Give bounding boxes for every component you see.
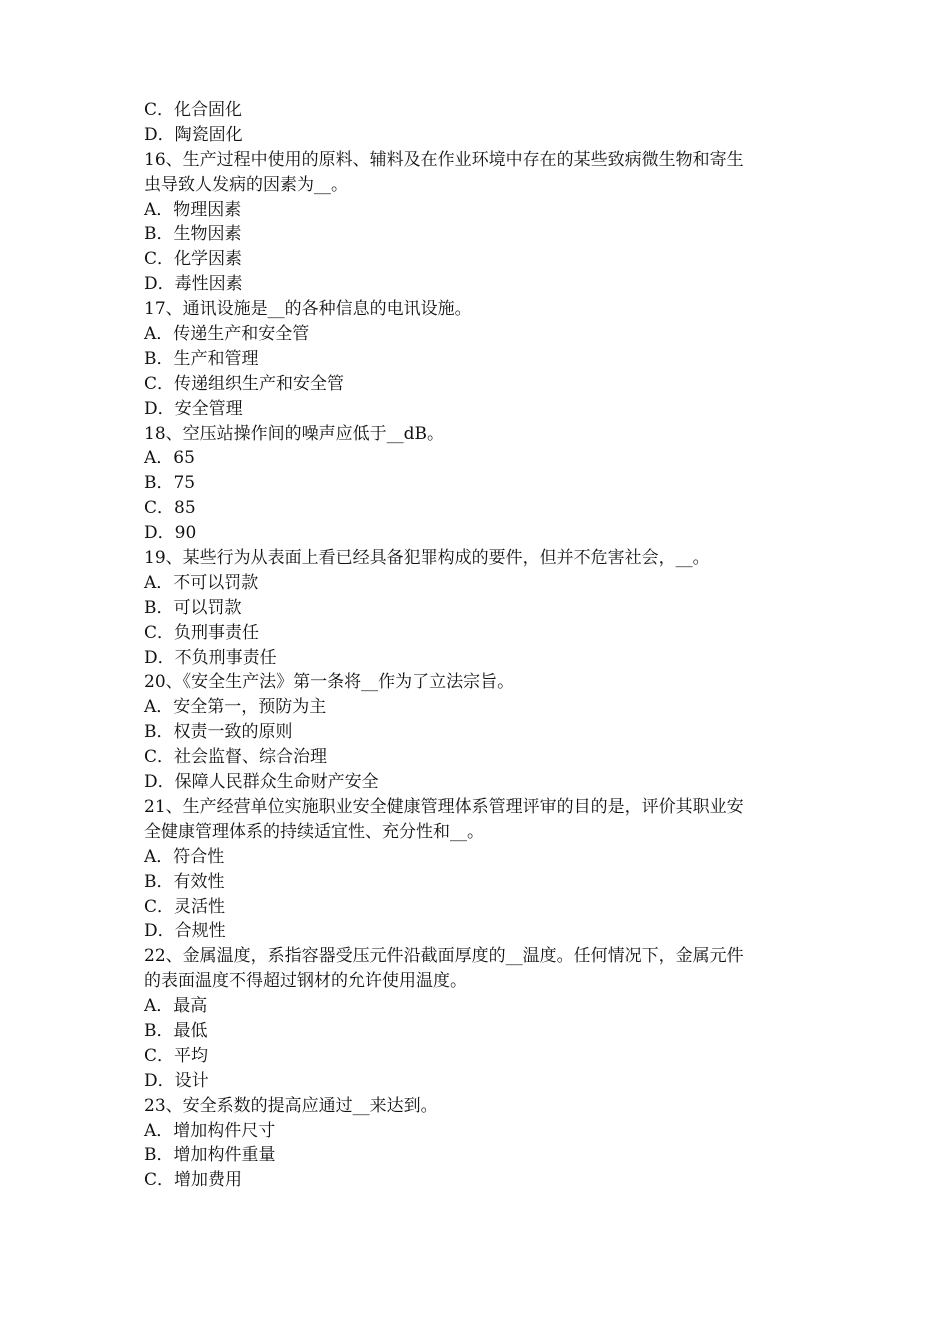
question-17-line: 17、通讯设施是__的各种信息的电讯设施。 xyxy=(144,299,472,320)
option-line: B．生物因素 xyxy=(144,224,242,245)
option-line: A．符合性 xyxy=(144,846,225,867)
option-line: A．传递生产和安全管 xyxy=(144,324,310,345)
question-21-line-1: 21、生产经营单位实施职业安全健康管理体系管理评审的目的是，评价其职业安 xyxy=(144,796,744,817)
question-22-line-1: 22、金属温度，系指容器受压元件沿截面厚度的__温度。任何情况下，金属元件 xyxy=(144,946,744,967)
question-19-line: 19、某些行为从表面上看已经具备犯罪构成的要件，但并不危害社会，__。 xyxy=(144,548,710,569)
option-line: D．毒性因素 xyxy=(144,274,243,295)
option-line: D．保障人民群众生命财产安全 xyxy=(144,772,379,793)
option-line: B．有效性 xyxy=(144,871,225,892)
question-23-line: 23、安全系数的提高应通过__来达到。 xyxy=(144,1095,438,1116)
question-16-line-1: 16、生产过程中使用的原料、辅料及在作业环境中存在的某些致病微生物和寄生 xyxy=(144,149,744,170)
option-line: D．不负刑事责任 xyxy=(144,647,277,668)
option-line: B．75 xyxy=(144,473,196,494)
option-line: B．最低 xyxy=(144,1020,208,1041)
document-text xyxy=(144,98,814,1193)
option-line: D．安全管理 xyxy=(144,398,243,419)
question-22-line-2: 的表面温度不得超过钢材的允许使用温度。 xyxy=(144,971,467,992)
question-16-line-2: 虫导致人发病的因素为__。 xyxy=(144,174,348,195)
option-line: A．安全第一，预防为主 xyxy=(144,697,327,718)
option-line: A．物理因素 xyxy=(144,199,242,220)
option-line: A．不可以罚款 xyxy=(144,572,259,593)
option-line: A．最高 xyxy=(144,996,208,1017)
option-line: B．可以罚款 xyxy=(144,597,242,618)
option-line: C．增加费用 xyxy=(144,1170,243,1191)
option-line: C．灵活性 xyxy=(144,896,226,917)
option-line: C．85 xyxy=(144,498,196,519)
option-line: A．65 xyxy=(144,448,195,469)
option-line: C．社会监督、综合治理 xyxy=(144,747,328,768)
option-line: C．负刑事责任 xyxy=(144,622,260,643)
option-line: D．设计 xyxy=(144,1070,209,1091)
text-line: D．陶瓷固化 xyxy=(144,124,243,145)
option-line: B．增加构件重量 xyxy=(144,1145,276,1166)
option-line: C．传递组织生产和安全管 xyxy=(144,373,345,394)
question-20-line: 20、《安全生产法》第一条将__作为了立法宗旨。 xyxy=(144,672,515,693)
question-21-line-2: 全健康管理体系的持续适宜性、充分性和__。 xyxy=(144,821,484,842)
option-line: C．化学因素 xyxy=(144,249,243,270)
option-line: D．90 xyxy=(144,523,197,544)
option-line: B．生产和管理 xyxy=(144,348,259,369)
option-line: C．平均 xyxy=(144,1045,209,1066)
text-line: C．化合固化 xyxy=(144,100,243,120)
option-line: D．合规性 xyxy=(144,921,226,942)
option-line: B．权责一致的原则 xyxy=(144,722,293,743)
option-line: A．增加构件尺寸 xyxy=(144,1120,276,1141)
question-18-line: 18、空压站操作间的噪声应低于__dB。 xyxy=(144,423,445,444)
